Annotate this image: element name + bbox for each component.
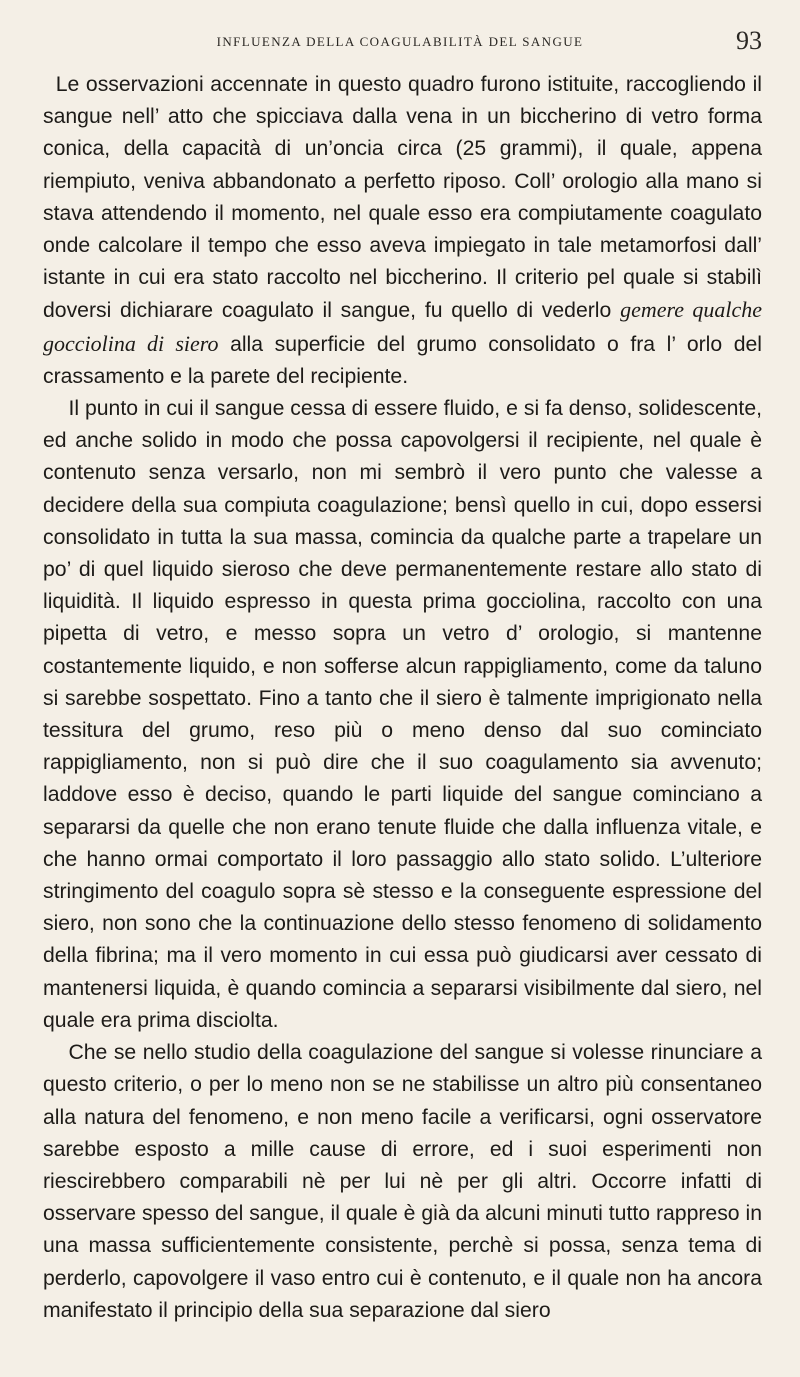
- running-header: [0, 26, 800, 62]
- paragraph-1: [43, 69, 762, 393]
- paragraph-2: Il punto in cui il sangue cessa di essere fluido, e si fa denso, solidescente, ed anche solido in modo che possa capovolgersi il recipiente, nel quale è contenuto senza versarlo, non mi sembrò il vero punto che valesse a decidere della sua compiuta coagulazione; bensì quello in cui, dopo essersi consolidato in tutta la sua massa, comincia da qualche parte a trapelare un po’ di quel liquido sieroso che deve permanentemente restare allo stato di liquidità. Il liquido espresso in questa prima gocciolina, raccolto con una pipetta di vetro, e messo sopra un vetro d’ orologio, si mantenne costantemente liquido, e non sofferse alcun rappigliamento, come da taluno si sarebbe sospettato. Fino a tanto che il siero è talmente imprigionato nella tessitura del grumo, reso più o meno denso dal suo cominciato rappigliamento, non si può dire che il suo coagulamento sia avvenuto; laddove esso è deciso, quando le parti liquide del sangue cominciano a separarsi da quelle che non erano tenute fluide che dalla influenza vitale, e che hanno ormai comportato il loro passaggio allo stato solido. L’ulteriore stringimento del coagulo sopra sè stesso e la conseguente espressione del siero, non sono che la continuazione dello stesso fenomeno di solidamento della fibrina; ma il vero momento in cui essa può giudicarsi aver cessato di mantenersi liquida, è quando comincia a separarsi visibilmente dal siero, nel quale era prima disciolta.: [43, 397, 762, 1032]
- paragraph-1-text-before: Le osservazioni accennate in questo quadro furono istituite, raccogliendo il sangue nell’ atto che spicciava dalla vena in un biccherino di vetro forma conica, della capacità di un’oncia circa (25 grammi), il quale, appena riempiuto, veniva abbandonato a perfetto riposo. Coll’ orologio alla mano si stava attendendo il momento, nel quale esso era compiutamente coagulato onde calcolare il tempo che esso aveva impiegato in tale metamorfosi dall’ istante in cui era stato raccolto nel biccherino. Il criterio pel quale si stabilì doversi dichiarare coagulato il sangue, fu quello di vederlo: [43, 73, 762, 323]
- page-number: 93: [736, 26, 762, 55]
- running-title: INFLUENZA DELLA COAGULABILITÀ DEL SANGUE: [216, 34, 584, 49]
- italic-phrase: gemere qualche gocciolina di siero: [43, 297, 763, 356]
- paragraph-3: Che se nello studio della coagulazione del sangue si volesse rinunciare a questo criterio, o per lo meno non se ne stabilisse un altro più consentaneo alla natura del fenomeno, e non meno facile a verificarsi, ogni osservatore sarebbe esposto a mille cause di errore, ed i suoi esperimenti non riescirebbero comparabili nè per lui nè per gli altri. Occorre infatti di osservare spesso del sangue, il quale è già da alcuni minuti tutto rappreso in una massa sufficientemente consistente, perchè si possa, senza tema di perderlo, capovolgere il vaso entro cui è contenuto, e il quale non ha ancora manifestato il principio della sua separazione dal siero: [43, 1041, 762, 1322]
- paragraph-1-text-after: alla superficie del grumo consolidato o fra l’ orlo del crassamento e la parete del recipiente.: [43, 332, 762, 388]
- body-text: [43, 69, 762, 1327]
